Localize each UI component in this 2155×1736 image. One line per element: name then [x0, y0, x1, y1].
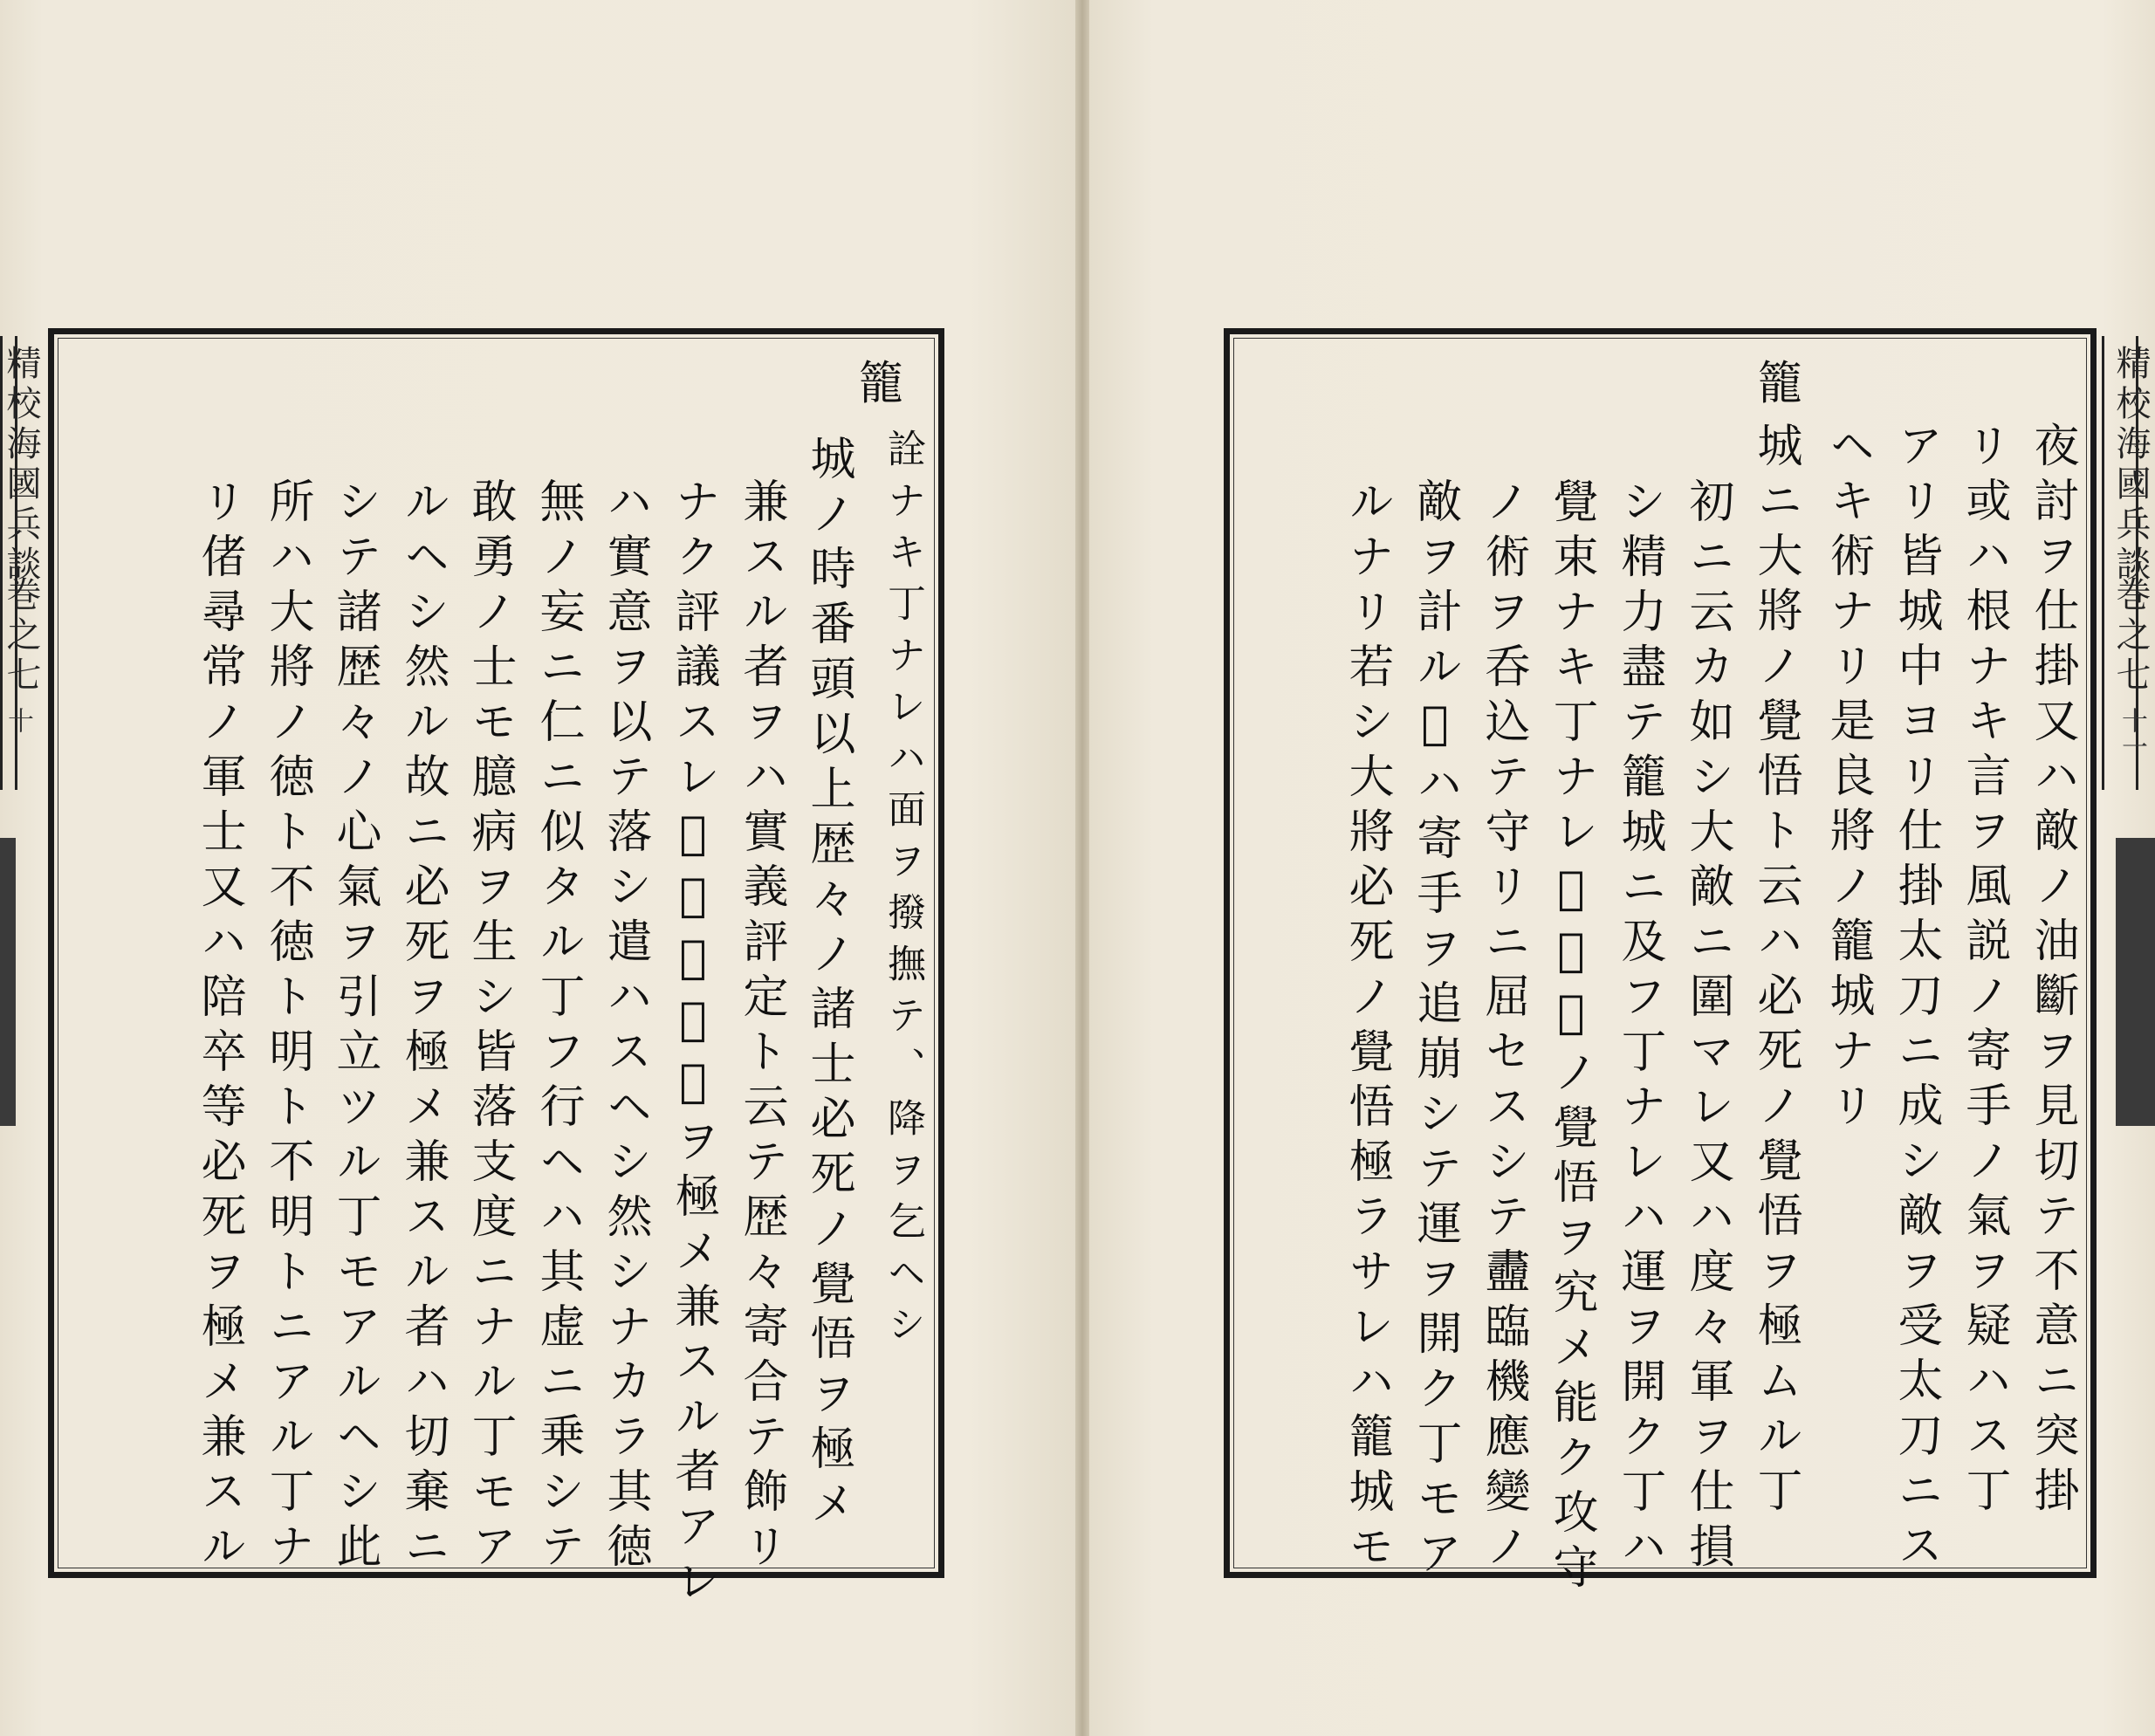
- left-column-1: 籠: [850, 359, 902, 414]
- right-column-2: リ或ハ根ナキ言ヲ風説ノ寄手ノ氣ヲ疑ハス丁: [1958, 422, 2010, 1521]
- book-gutter: [1075, 0, 1089, 1736]
- right-column-7: 初ニ云カ如シ大敵ニ圍マレ又ハ度々軍ヲ仕損: [1681, 477, 1733, 1577]
- left-column-11: 所ハ大將ノ徳ト不徳ト明ト不明トニアル丁ナ: [261, 477, 313, 1577]
- left-column-3: 城ノ時番頭以上歴々ノ諸士必死ノ覺悟ヲ極メ: [802, 435, 854, 1534]
- right-column-8: シ精力盡テ籠城ニ及フ丁ナレハ運ヲ開ク丁ハ: [1613, 477, 1665, 1577]
- right-spine-tab: [2116, 838, 2155, 1126]
- right-column-1: 夜討ヲ仕掛又ハ敵ノ油斷ヲ見切テ不意ニ突掛: [2026, 422, 2078, 1521]
- left-column-9: ルヘシ然ル故ニ必死ヲ極メ兼スル者ハ切棄ニ: [396, 477, 449, 1577]
- right-spine-folio: 十一: [2117, 707, 2147, 759]
- right-text-frame: [1224, 328, 2097, 1598]
- left-spine-folio: 十: [3, 707, 33, 733]
- left-column-5: ナク評議スレ𪜈愈々必死ヲ極メ兼スル者アレ: [667, 477, 719, 1612]
- right-spine-title: 精校海國兵談: [2110, 345, 2151, 586]
- left-column-7: 無ノ妄ニ仁ニ似タル丁フ行ヘハ其虚ニ乗シテ: [532, 477, 584, 1577]
- left-text-frame: [48, 328, 944, 1612]
- left-spine-title: 精校海國兵談: [1, 345, 41, 586]
- right-column-11: 敵ヲ計ル𪜈ハ寄手ヲ追崩シテ運ヲ開ク丁モア: [1409, 477, 1461, 1584]
- right-column-10: ノ術ヲ呑込テ守リニ屈セスシテ䀌臨機應變ノ: [1477, 477, 1529, 1577]
- right-page: [1089, 0, 2155, 1736]
- left-column-4: 兼スル者ヲハ實義評定ト云テ歴々寄合テ飾リ: [735, 477, 787, 1577]
- left-column-12: リ偖尋常ノ軍士又ハ陪卒等必死ヲ極メ兼スル: [193, 477, 245, 1577]
- left-column-6: ハ實意ヲ以テ落シ遣ハスヘシ然シナカラ其徳: [599, 477, 651, 1577]
- left-column-8: 敢勇ノ士モ臆病ヲ生シ皆落支度ニナル丁モア: [463, 477, 516, 1577]
- left-spine-volume: 巻之七: [1, 576, 41, 696]
- right-column-5: 籠: [1749, 359, 1802, 414]
- right-column-4: ヘキ術ナリ是良將ノ籠城ナリ: [1822, 422, 1874, 1136]
- left-column-2: 詮ナキ丁ナレハ面ヲ撥撫テ、降ヲ乞ヘシ: [881, 429, 925, 1355]
- right-column-6: 城ニ大將ノ覺悟ト云ハ必死ノ覺悟ヲ極ムル丁: [1749, 422, 1802, 1521]
- right-column-12: ルナリ若シ大將必死ノ覺悟極ラサレハ籠城モ: [1341, 477, 1393, 1577]
- left-page: [0, 0, 1075, 1736]
- right-column-3: アリ皆城中ヨリ仕掛太刀ニ成シ敵ヲ受太刀ニス: [1890, 422, 1942, 1576]
- right-spine-volume: 巻之七: [2110, 576, 2151, 696]
- left-column-10: シテ諸歴々ノ心氣ヲ引立ツル丁モアルヘシ此: [328, 477, 381, 1577]
- right-column-9: 覺束ナキ丁ナレ𪜈必死ノ覺悟ヲ究メ能ク攻守: [1545, 477, 1597, 1598]
- left-spine-tab: [0, 838, 16, 1126]
